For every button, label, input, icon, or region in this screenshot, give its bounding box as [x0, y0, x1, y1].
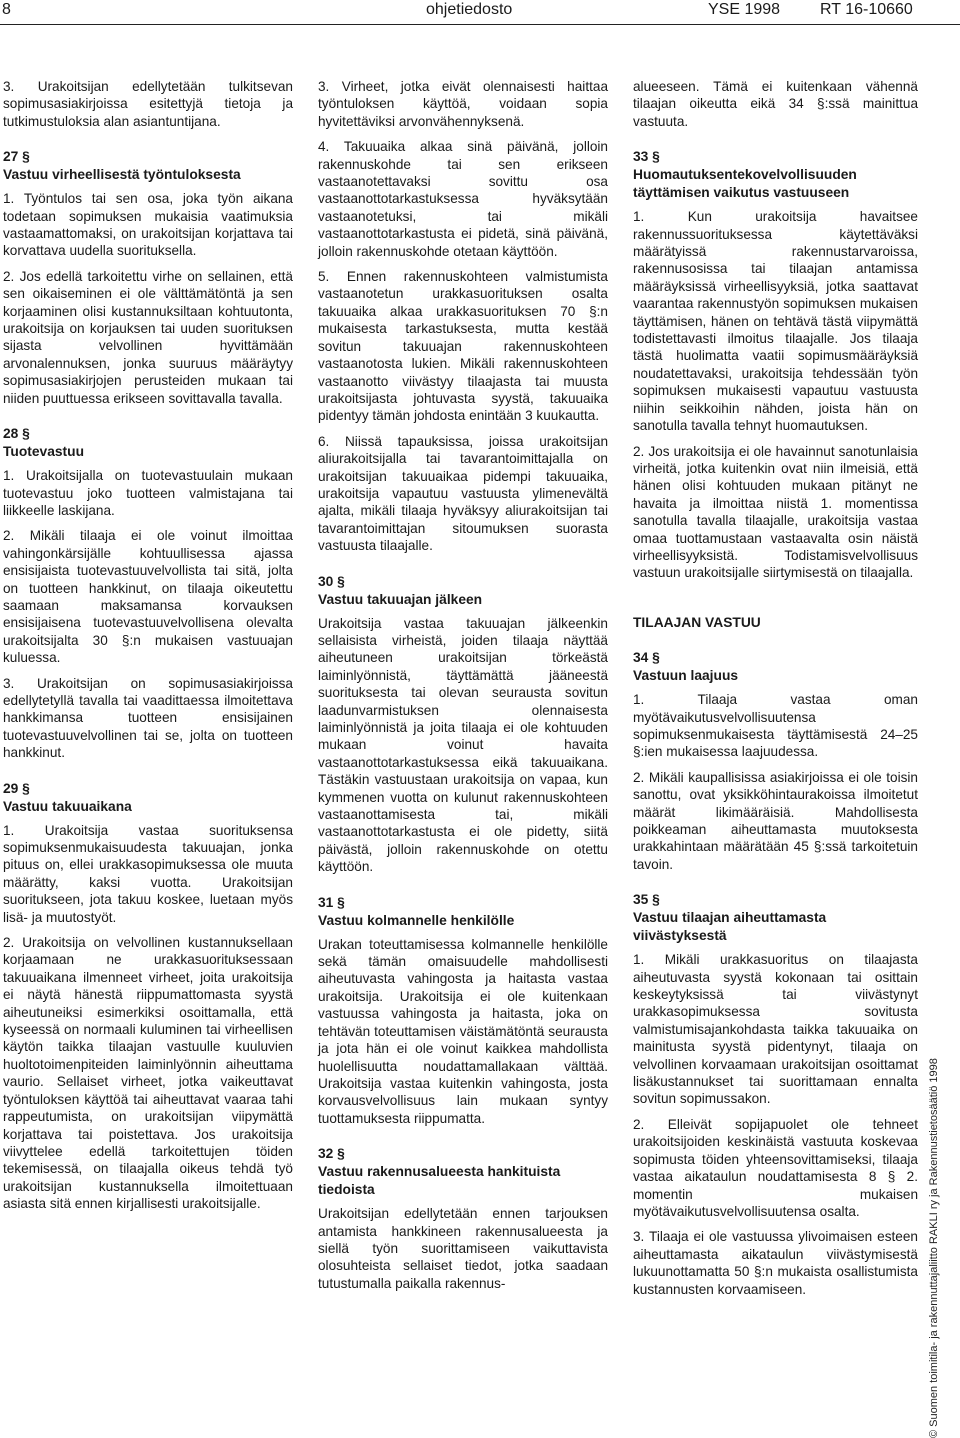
section-number: 31 §	[318, 894, 345, 910]
column-1	[3, 78, 293, 1221]
section-title: Tuotevastuu	[3, 444, 84, 460]
section-28-heading	[3, 425, 293, 461]
paragraph: 2. Mikäli tilaaja ei ole voinut ilmoittaa vahingonkärsijälle kohtuullisessa ajassa ensisijaista tuotevastuuvelvollista tai sitä, jolta on tuotteen hankkinut, on tilaaja oikeutettu saamaan maksamansa korvauksen ensisijaisena tuotevastuuvelvollisena olevalta urakoitsijalta 30 §:n mukaisen vastuuajan kuluessa.	[3, 528, 293, 666]
section-34-heading	[633, 649, 918, 685]
section-title: Vastuu virheellisestä työntuloksesta	[3, 167, 241, 183]
section-title: Vastuu takuuajan jälkeen	[318, 591, 483, 607]
paragraph: 3. Urakoitsijan edellytetään tulkitsevan sopimusasiakirjoissa esitettyjä tietoja ja tutkimustuloksia alan asiantuntijana.	[3, 79, 293, 129]
section-29-heading	[3, 780, 293, 816]
section-32-heading	[318, 1145, 608, 1199]
section-33-heading	[633, 148, 918, 202]
column-3	[633, 78, 918, 1306]
paragraph: 3. Tilaaja ei ole vastuussa ylivoimaisen esteen aiheuttamasta aikataulun viivästymisestä lukuunottamatta 50 §:n mukaista osallistumista kustannusten korvaamiseen.	[633, 1229, 918, 1297]
paragraph: 5. Ennen rakennuskohteen valmistumista vastaanotetun urakkasuorituksen osalta takuuaika alkaa urakkasuorituksen 70 §:n mukaisesta tarkastuksesta, mutta kestää sovitun takuuajan rakennuskohteen vastaanotosta lukien. Mikäli rakennuskohteen vastaanotto viivästyy tilaajasta tai muusta urakoitsijasta johtuvasta syystä, takuuaika pidentyy tämän johdosta enintään 3 kuukautta.	[318, 269, 608, 424]
chapter-heading: TILAAJAN VASTUU	[633, 614, 761, 630]
page-header	[0, 0, 960, 20]
paragraph: 1. Mikäli urakkasuoritus on tilaajasta aiheutuvasta syystä kokonaan tai osittain keskeytyksissä tai viivästynyt urakkasopimuksessa sovitusta valmistumisajankohdasta taikka takuuaika on mainitusta syystä pidentynyt, tilaaja on velvollinen korvaamaan urakoitsijan osoittamat lisäkustannukset tai suorittamaan ennalta sovitun sopimussakon.	[633, 952, 918, 1107]
section-number: 32 §	[318, 1146, 345, 1162]
section-30-heading	[318, 573, 608, 609]
section-title: Huomautuksentekovelvollisuuden täyttämisen vaikutus vastuuseen	[633, 167, 857, 201]
copyright-sidenote: © Suomen toimitila- ja rakennuttajaliitto RAKLI ry ja Rakennustietosäätiö 1998	[928, 1058, 940, 1438]
rt-number: RT 16-10660	[820, 1, 913, 18]
paragraph: 2. Urakoitsija on velvollinen kustannuksellaan korjaamaan ne urakkasuorituksessaan takuuaikana ilmenneet virheet, joita urakoitsija ei näytä hänestä riippumattomasta syystä aiheutuneiksi esimerkiksi osoittamalla, että kyseessä on normaali kuluminen tai virheellisen käytön taikka tilaajan vastuulle kuuluvien huoltotoimenpiteiden laiminlyönnin aiheuttama vaurio. Sellaiset virheet, jotka vaikeuttavat työntuloksen käyttöä tai aiheuttavat vaaraa tahi rappeutumista, on urakoitsijan viipymättä korjattava tai poistettava. Jos urakoitsija viivyttelee edellä tarkoitettujen töiden tekemisessä, on tilaajalla oikeus tehdä työ urakoitsijan kustannuksella ilmoitettuaan asiasta sitä ennen kirjallisesti urakoitsijalle.	[3, 935, 293, 1212]
paragraph: Urakan toteuttamisessa kolmannelle henkilölle sekä tämän omaisuudelle mahdollisesti aiheutuvasta vahingosta ja haitasta vastaa urakoitsija. Urakoitsija ei ole kuitenkaan vastuussa vahingosta ja haitasta, joka on tehtävän toteuttamisen väistämätöntä seurausta ja jota hän ei ole voinut kaikkea mahdollista huolellisuutta noudattamallakaan välttää. Urakoitsija vastaa kuitenkin vahingosta, josta korvausvelvollisuus lain mukaan syntyy tuottamuksesta riippumatta.	[318, 936, 608, 1126]
paragraph: 3. Virheet, jotka eivät olennaisesti haittaa työntuloksen käyttöä, voidaan sopia hyvitettäviksi arvonvähennyksenä.	[318, 79, 608, 129]
section-number: 35 §	[633, 892, 660, 908]
section-number: 28 §	[3, 426, 30, 442]
paragraph: 4. Takuuaika alkaa sinä päivänä, jolloin rakennuskohde tai sen erikseen vastaanotettavaksi sovittu osa vastaanottotarkastuksessa hyväksytään vastaanotetuksi, tai mikäli vastaanottotarkastusta ei pidetä, sinä päivänä, jolloin rakennuskohde otetaan käyttöön.	[318, 139, 608, 259]
paragraph: 1. Urakoitsijalla on tuotevastuulain mukaan tuotevastuu joko tuotteen valmistajana tai liikkeelle laskijana.	[3, 468, 293, 518]
paragraph: Urakoitsija vastaa takuuajan jälkeenkin sellaisista virheistä, joiden tilaaja näyttää aiheutuneen urakoitsijan törkeästä laiminlyönnistä, täyttämättä jääneestä suorituksesta tai olevan seurausta sovitun laadunvarmistuksen olennaisesta laiminlyönnistä ja joita tilaaja ei ole kohtuuden mukaan voinut havaita vastaanottotarkastuksessa eikä takuuaikana. Tästäkin vastuustaan urakoitsija on vapaa, kun kymmenen vuotta on kulunut rakennuskohteen vastaanottamisesta tai, mikäli vastaanottotarkastusta ei ole pidetty, siitä päivästä, jolloin rakennuskohde on otettu käyttöön.	[318, 615, 608, 875]
paragraph: 2. Jos urakoitsija ei ole havainnut sanotunlaisia virheitä, jotka kuitenkin ovat niin ilmeisiä, että hänen olisi kohtuuden mukaan pitänyt ne havaita ja ilmoittaa niistä 1. momentissa sanotulla tavalla tilaajalle, urakoitsija vastaa omaa tuottamustaan vastaavalta osin näistä virheellisyyksistä. Todistamisvelvollisuus vastuun urakoitsijalle siirtymisestä on tilaajalla.	[633, 443, 918, 581]
section-number: 33 §	[633, 149, 660, 165]
paragraph: 2. Mikäli kaupallisissa asiakirjoissa ei ole toisin sanottu, ovat yksikköhintaurakoissa ilmoitetut määrät likimääräisiä. Mahdollisesta poikkeaman aiheuttamasta muutoksesta urakkahintaan määrätään 45 §:ssä tarkoitetuin tavoin.	[633, 769, 918, 872]
section-number: 27 §	[3, 149, 30, 165]
section-title: Vastuu rakennusalueesta hankituista tiedoista	[318, 1164, 561, 1198]
section-27-heading	[3, 148, 293, 184]
paragraph: 1. Urakoitsija vastaa suorituksensa sopimuksenmukaisuudesta takuuajan, jonka pituus on, ellei urakkasopimuksessa ole muuta määrätty, kaksi vuotta. Urakoitsijan suoritukseen, jota takuu koskee, luetaan myös lisä- ja muutostyöt.	[3, 822, 293, 925]
section-number: 29 §	[3, 780, 30, 796]
section-number: 34 §	[633, 650, 660, 666]
paragraph: 1. Työntulos tai sen osa, joka työn aikana todetaan sopimuksen mukaisia vaatimuksia vastaamattomaksi, on urakoitsijan korjattava tai korvattava uudella suorituksella.	[3, 191, 293, 259]
header-rule	[0, 24, 960, 25]
paragraph: alueeseen. Tämä ei kuitenkaan vähennä tilaajan oikeutta eikä 34 §:ssä mainittua vastuuta.	[633, 79, 918, 129]
paragraph: 6. Niissä tapauksissa, joissa urakoitsijan aliurakoitsijalla tai tavarantoimittajalla on urakoitsijan takuuaikaa pidempi takuuaika, urakoitsija vapautuu vastuusta ylimenevältä ajalta, mikäli tilaaja hyväksyy aliurakoitsijan tai tavarantoimittajan sitoumuksen suorasta vastuusta tilaajalle.	[318, 433, 608, 554]
paragraph: 2. Elleivät sopijapuolet ole tehneet urakoitsijoiden keskinäistä vastuuta koskevaa sopimusta töiden yhteensovittamiseksi, tilaaja vastaa aikataulun noudattamisesta 8 § 2. momentin mukaisen myötävaikutusvelvollisuutensa osalta.	[633, 1116, 918, 1219]
column-2	[318, 78, 608, 1300]
section-title: Vastuu tilaajan aiheuttamasta viivästyksestä	[633, 910, 827, 944]
document-type: ohjetiedosto	[426, 1, 513, 18]
paragraph: Urakoitsijan edellytetään ennen tarjouksen antamista hankkineen rakennusalueesta ja siellä työn suorittamiseen vaikuttavista olosuhteista sellaiset tiedot, jotka saadaan tutustumalla paikalla rakennus-	[318, 1206, 608, 1291]
paragraph: 3. Urakoitsijan on sopimusasiakirjoissa edellytetyllä tavalla tai vaadittaessa ilmoitettava hankkimansa tuotteen ensisijainen tuotevastuuvelvollinen tai se, jolta on tuotteen hankkinut.	[3, 675, 293, 761]
section-title: Vastuu kolmannelle henkilölle	[318, 912, 515, 928]
section-35-heading	[633, 891, 918, 945]
paragraph: 2. Jos edellä tarkoitettu virhe on sellainen, että sen oikaiseminen ei ole välttämätöntä ja sen korjaaminen olisi kustannuksiltaan kohtuutonta, urakoitsija on korjauksen tai uuden suorituksen sijasta velvollinen hyvittämään arvonalennuksen, jonka suuruus määräytyy sopimusasiakirjojen perusteiden mukaan tai niiden puuttuessa erikseen sovittavalla tavalla.	[3, 268, 293, 406]
section-title: Vastuun laajuus	[633, 668, 739, 684]
section-31-heading	[318, 894, 608, 930]
section-number: 30 §	[318, 573, 345, 589]
page-number: 8	[2, 1, 11, 18]
section-title: Vastuu takuuaikana	[3, 798, 132, 814]
paragraph: 1. Tilaaja vastaa oman myötävaikutusvelvollisuutensa sopimuksenmukaisesta täyttämisestä 24–25 §:ien mukaisessa laajuudessa.	[633, 692, 918, 760]
document-code: YSE 1998	[708, 1, 781, 18]
paragraph: 1. Kun urakoitsija havaitsee rakennussuorituksessa käytettäväksi määrätyissä rakennustarvaroissa, rakennusosissa tai tilaajan antamissa määräyksissä virheellisyyksiä, jotka saattavat vaarantaa rakennustyön sopimuksen mukaisen täyttämisen, hänen on tehtävä tästä viipymättä todistettavasti ilmoitus tilaajalle. Jos tilaaja tästä huolimatta vaatii sopimusmääräyksiä noudatettavaksi, urakoitsija tehdessään työn sopimuksen mukaisesti vapautuu vastuusta niihin seikkoihin nähden, joista hän on sanotulla tavalla tehnyt huomautuksen.	[633, 209, 918, 434]
